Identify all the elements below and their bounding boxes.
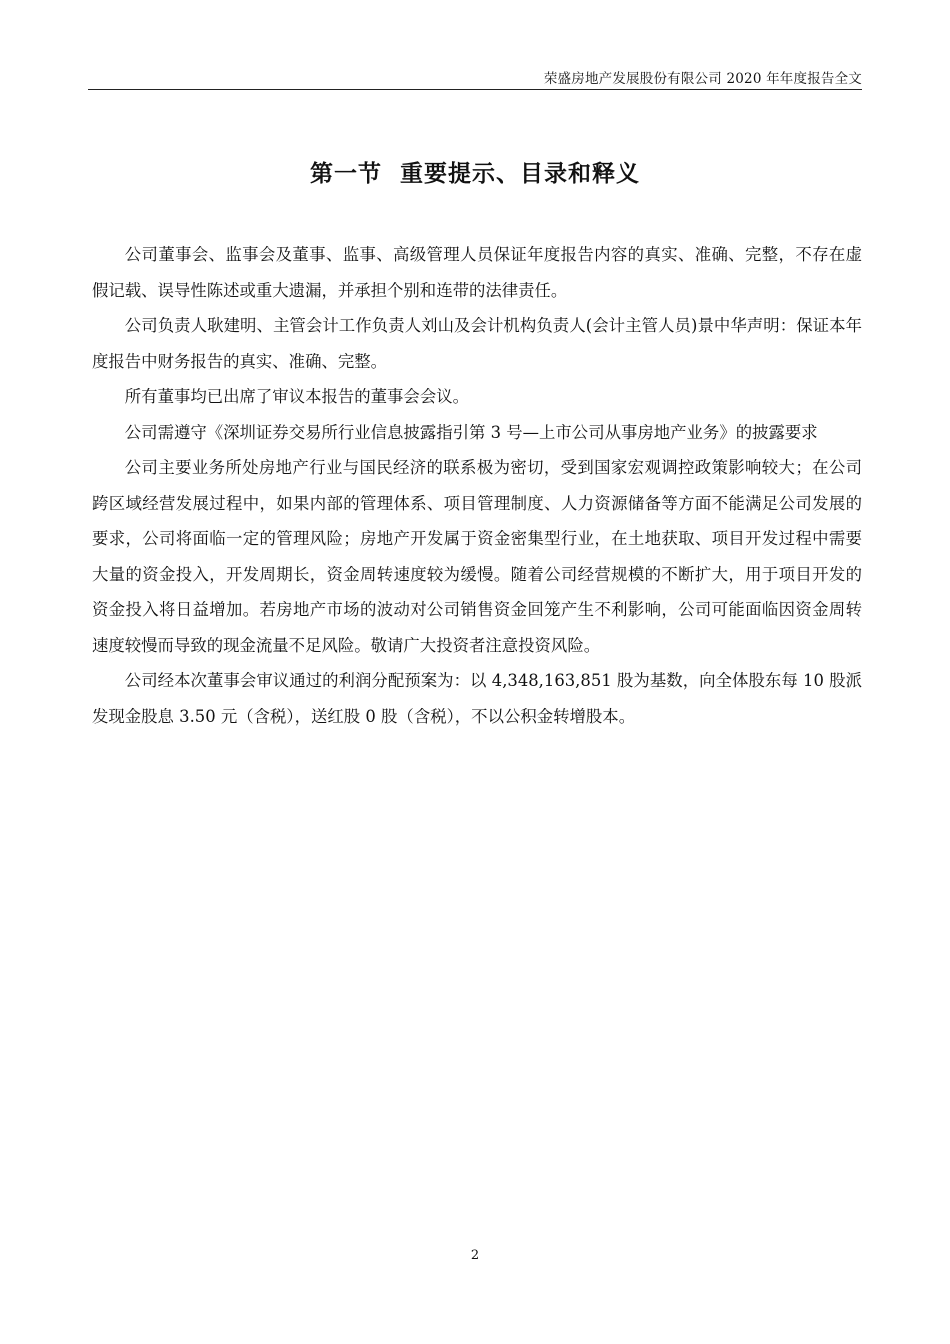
section-title: 第一节 重要提示、目录和释义 (309, 161, 640, 187)
paragraph-financial-report-statement: 公司负责人耿建明、主管会计工作负责人刘山及会计机构负责人(会计主管人员)景中华声明：保证本年度报告中财务报告的真实、准确、完整。 (92, 316, 862, 371)
body-text (92, 237, 862, 734)
paragraph-risk-notice: 公司主要业务所处房地产行业与国民经济的联系极为密切，受到国家宏观调控政策影响较大；在公司跨区域经营发展过程中，如果内部的管理体系、项目管理制度、人力资源储备等方面不能满足公司发展的要求，公司将面临一定的管理风险；房地产开发属于资金密集型行业，在土地获取、项目开发过程中需要大量的资金投入，开发周期长，资金周转速度较为缓慢。随着公司经营规模的不断扩大，用于项目开发的资金投入将日益增加。若房地产市场的波动对公司销售资金回笼产生不利影响，公司可能面临因资金周转速度较慢而导致的现金流量不足风险。敬请广大投资者注意投资风险。 (92, 458, 862, 655)
paragraph-responsibility-statement: 公司董事会、监事会及董事、监事、高级管理人员保证年度报告内容的真实、准确、完整，不存在虚假记载、误导性陈述或重大遗漏，并承担个别和连带的法律责任。 (92, 245, 862, 300)
page-number: 2 (470, 1248, 480, 1263)
paragraph-profit-distribution: 公司经本次董事会审议通过的利润分配预案为：以 4,348,163,851 股为基数，向全体股东每 10 股派发现金股息 3.50 元（含税），送红股 0 股（含税），不以公积金转增股本。 (92, 671, 862, 726)
header-title: 荣盛房地产发展股份有限公司 2020 年年度报告全文 (543, 71, 862, 87)
paragraph-board-attendance: 所有董事均已出席了审议本报告的董事会会议。 (124, 387, 469, 406)
paragraph-disclosure-requirement: 公司需遵守《深圳证券交易所行业信息披露指引第 3 号—上市公司从事房地产业务》的披露要求 (124, 422, 818, 442)
page-header (88, 64, 862, 90)
header-divider (88, 89, 862, 91)
